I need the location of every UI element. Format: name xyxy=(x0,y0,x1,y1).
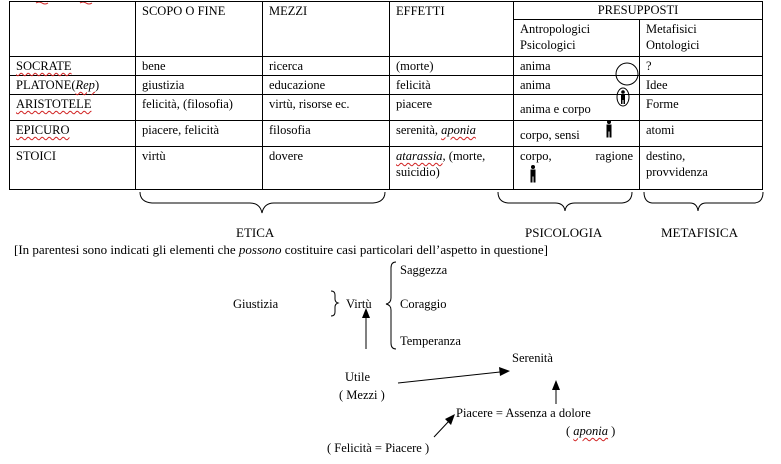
arrow-to-serenita xyxy=(398,372,500,383)
cell-mezzi: dovere xyxy=(263,147,390,190)
cell-meta: Forme xyxy=(640,95,763,121)
header-scopo: SCOPO O FINE xyxy=(136,2,263,57)
arrowhead xyxy=(552,380,560,390)
cell-effetti: (morte) xyxy=(390,57,514,76)
header-effetti: EFFETTI xyxy=(390,2,514,57)
diagram-aponia: ( aponia ) xyxy=(566,424,616,438)
diagram-serenita: Serenità xyxy=(512,351,553,365)
cell-antropo: anima xyxy=(514,76,640,95)
cell-scopo: piacere, felicità xyxy=(136,121,263,147)
diagram-piacere-assenza: Piacere = Assenza a dolore xyxy=(456,406,591,420)
cell-meta: Idee xyxy=(640,76,763,95)
cell-mezzi: filosofia xyxy=(263,121,390,147)
brace-etica xyxy=(140,192,385,213)
row-name: EPICURO xyxy=(10,121,136,147)
header-mezzi: MEZZI xyxy=(263,2,390,57)
cell-antropo: corpo, ragione xyxy=(514,147,640,190)
cell-antropo: anima xyxy=(514,57,640,76)
table-row xyxy=(10,95,763,121)
brace-virtu xyxy=(386,262,396,349)
table-row xyxy=(10,57,763,76)
cell-meta: atomi xyxy=(640,121,763,147)
brace-psicologia xyxy=(498,192,632,211)
table-row xyxy=(10,147,763,190)
diagram-utile: Utile xyxy=(345,370,370,384)
row-name: ARISTOTELE xyxy=(10,95,136,121)
label-etica: ETICA xyxy=(236,225,275,240)
diagram-virtu: Virtù xyxy=(346,297,372,311)
cell-antropo: corpo, sensi xyxy=(514,121,640,147)
row-name: STOICI xyxy=(10,147,136,190)
brace-giustizia xyxy=(331,291,338,316)
cell-scopo: felicità, (filosofia) xyxy=(136,95,263,121)
arrowhead xyxy=(499,367,510,376)
note-text: [In parentesi sono indicati gli elementi che possono costituire casi particolari dell’aspetto in questione] xyxy=(14,242,548,257)
cell-mezzi: ricerca xyxy=(263,57,390,76)
brace-metafisica xyxy=(644,192,763,211)
cell-effetti: felicità xyxy=(390,76,514,95)
header-antropologici: Antropologici Psicologici xyxy=(514,19,640,56)
diagram-felicita-piacere: ( Felicità = Piacere ) xyxy=(327,441,430,455)
header-metafisici: Metafisici Ontologici xyxy=(640,19,763,56)
cell-effetti: serenità, aponia xyxy=(390,121,514,147)
cell-scopo: giustizia xyxy=(136,76,263,95)
cell-antropo: anima e corpo xyxy=(514,95,640,121)
diagram-temperanza: Temperanza xyxy=(400,334,461,348)
header-presupposti: PRESUPPOSTI xyxy=(514,2,763,20)
row-name: SOCRATE xyxy=(10,57,136,76)
cell-effetti: atarassia, (morte, suicidio) xyxy=(390,147,514,190)
cell-mezzi: educazione xyxy=(263,76,390,95)
cell-meta: destino, provvidenza xyxy=(640,147,763,190)
diagram-giustizia: Giustizia xyxy=(233,297,279,311)
row-name: PLATONE(Rep) xyxy=(10,76,136,95)
philosophy-table xyxy=(9,1,763,190)
cell-scopo: virtù xyxy=(136,147,263,190)
diagram-saggezza: Saggezza xyxy=(400,263,448,277)
cell-effetti: piacere xyxy=(390,95,514,121)
label-psicologia: PSICOLOGIA xyxy=(525,225,603,240)
diagram-coraggio: Coraggio xyxy=(400,297,447,311)
table-row xyxy=(10,76,763,95)
cell-meta: ? xyxy=(640,57,763,76)
diagram-mezzi: ( Mezzi ) xyxy=(339,388,385,402)
arrow-felicita-piacere xyxy=(434,421,449,437)
cell-mezzi: virtù, risorse ec. xyxy=(263,95,390,121)
table-row xyxy=(10,121,763,147)
cell-scopo: bene xyxy=(136,57,263,76)
label-metafisica: METAFISICA xyxy=(661,225,738,240)
header-empty xyxy=(10,2,136,57)
